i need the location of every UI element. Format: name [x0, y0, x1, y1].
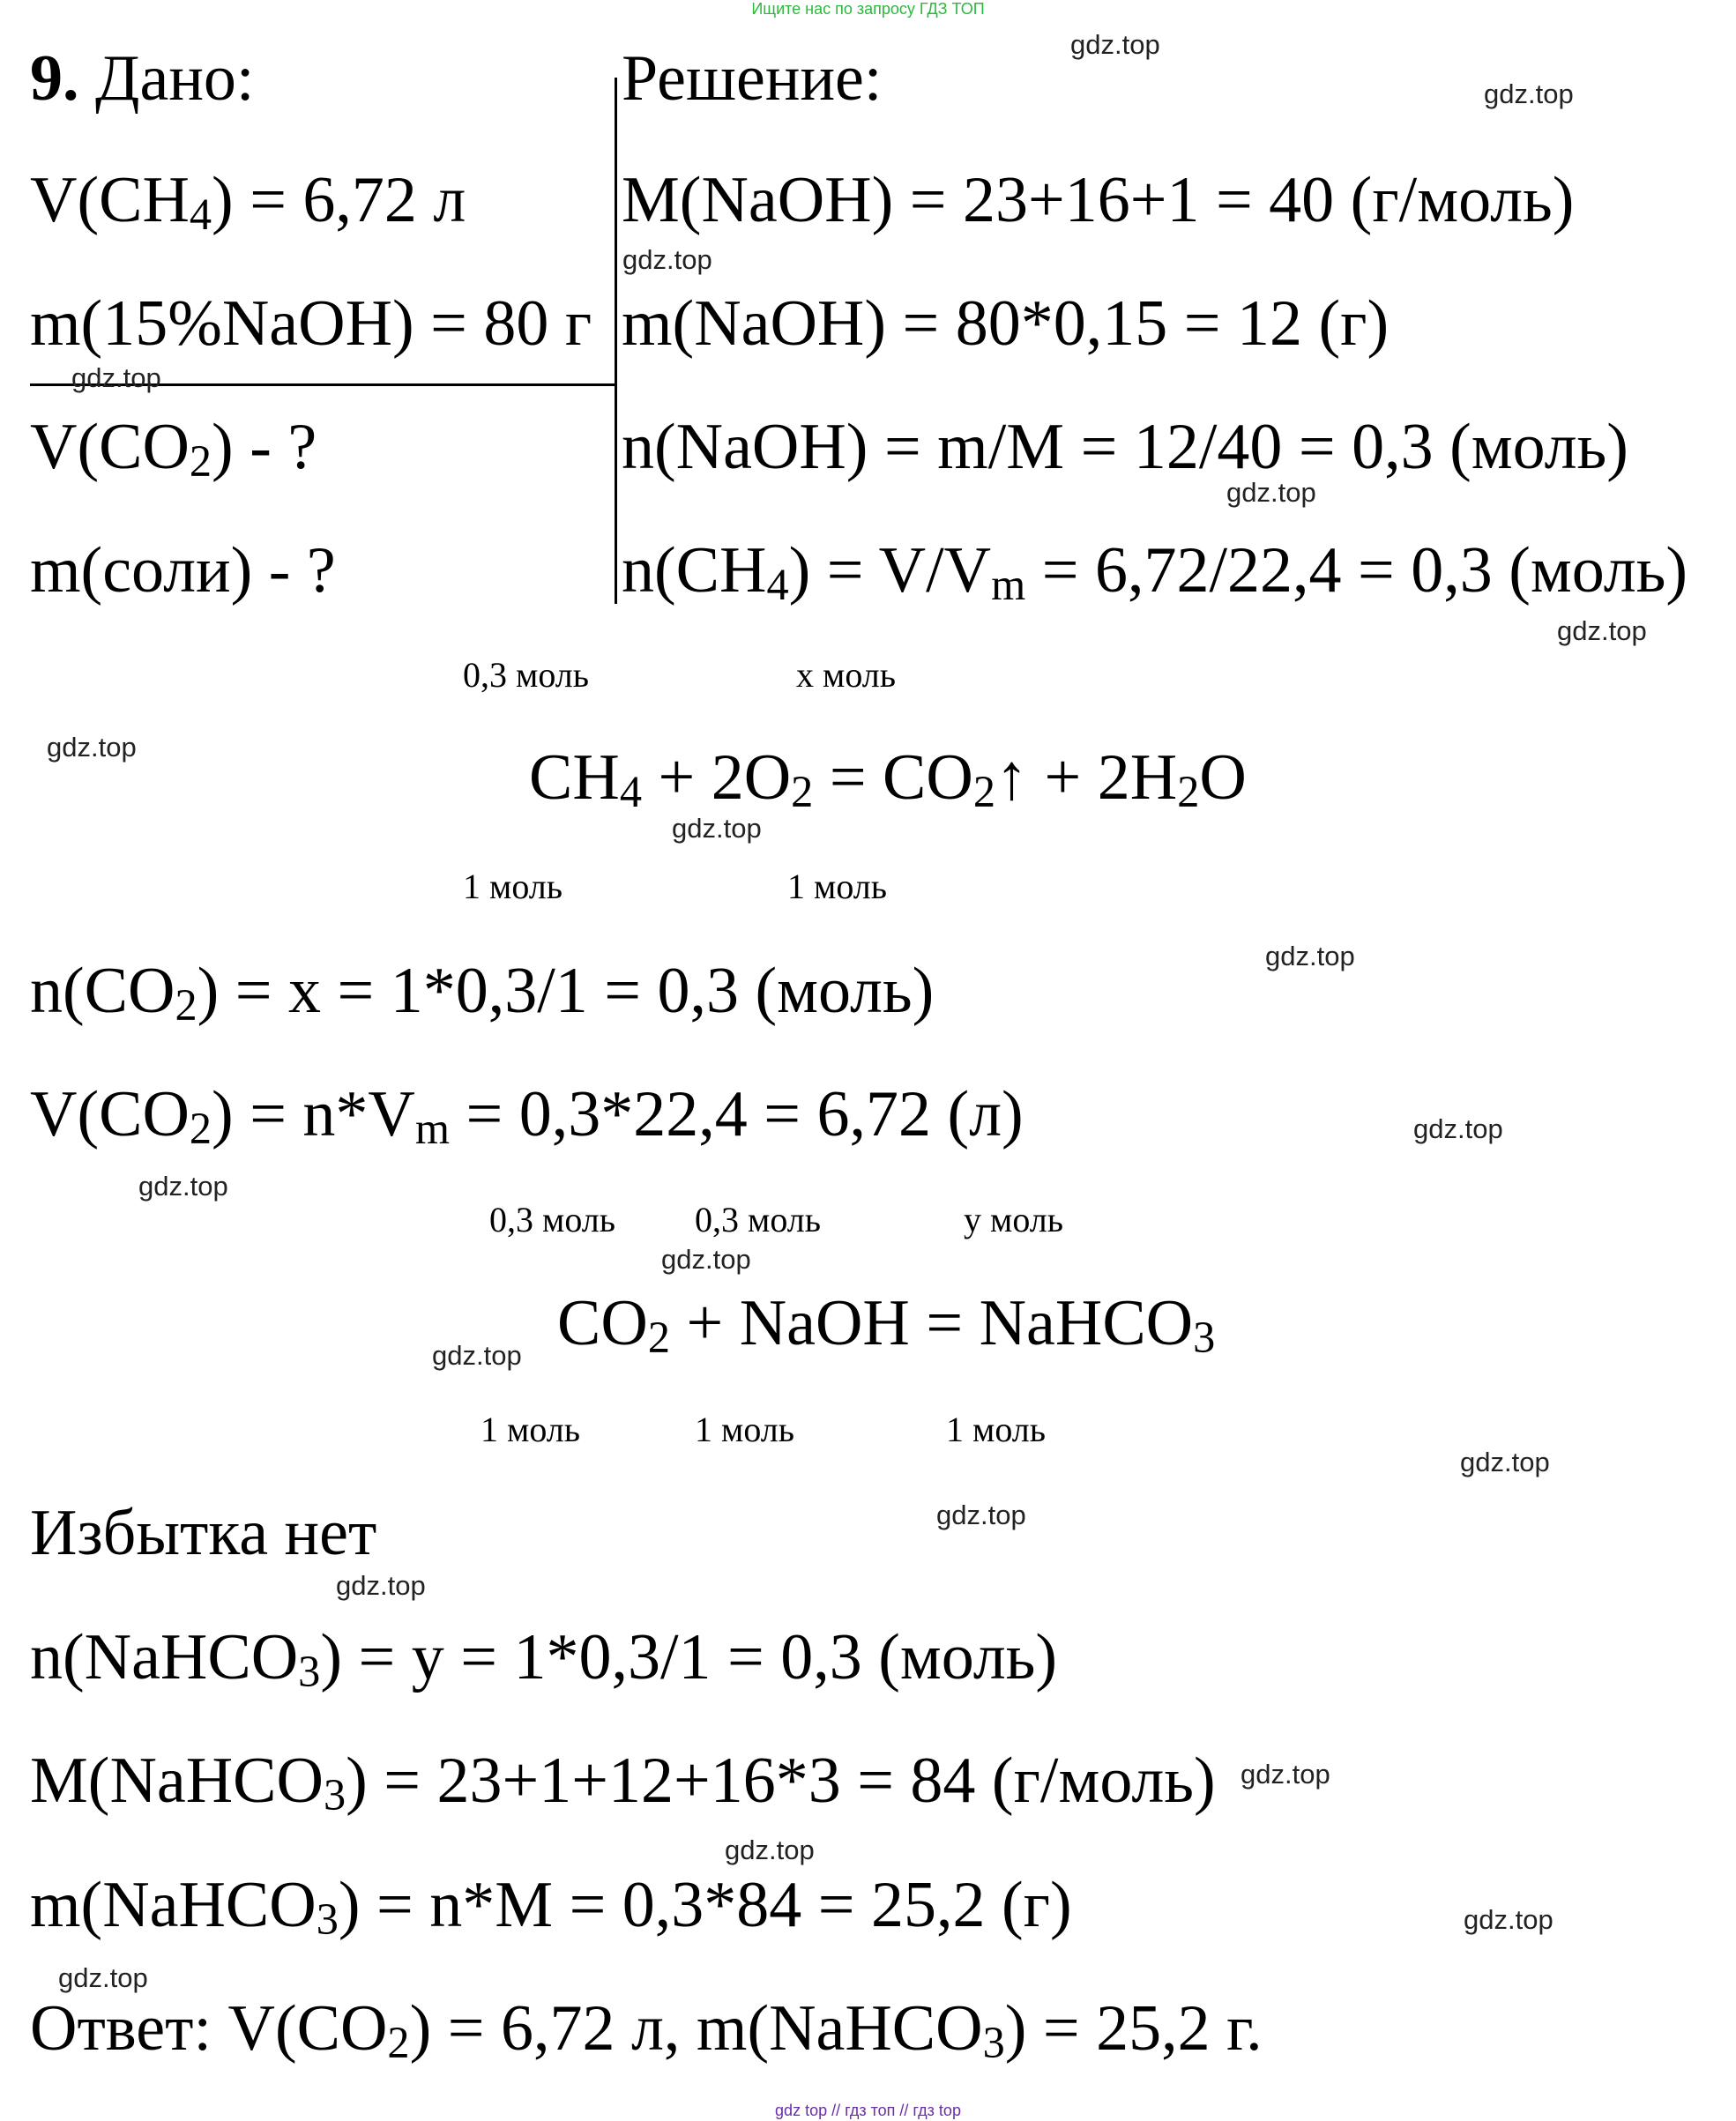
solution-n-ch4: n(CH4) = V/Vm = 6,72/22,4 = 0,3 (моль): [622, 534, 1688, 610]
solution-molar-naoh: M(NaOH) = 23+16+1 = 40 (г/моль): [622, 164, 1575, 236]
reaction2-above-2: 0,3 моль: [695, 1200, 821, 1239]
solution-n-naoh: n(NaOH) = m/M = 12/40 = 0,3 (моль): [622, 411, 1628, 483]
watermark-13: gdz.top: [432, 1340, 522, 1371]
watermark-20: gdz.top: [58, 1962, 148, 1993]
no-excess: Избытка нет: [30, 1497, 377, 1569]
watermark-6: gdz.top: [1557, 615, 1647, 646]
calc-m-nahco3: m(NaHCO3) = n*M = 0,3*84 = 25,2 (г): [30, 1869, 1072, 1945]
reaction2-below-3: 1 моль: [946, 1410, 1046, 1449]
solution-mass-naoh: m(NaOH) = 80*0,15 = 12 (г): [622, 287, 1390, 360]
reaction2-below-2: 1 моль: [695, 1410, 794, 1449]
reaction2-above-1: 0,3 моль: [489, 1200, 615, 1239]
problem-number: 9.: [30, 42, 79, 115]
reaction2-above-3: y моль: [964, 1200, 1063, 1239]
calc-n-nahco3: n(NaHCO3) = y = 1*0,3/1 = 0,3 (моль): [30, 1621, 1058, 1697]
watermark-9: gdz.top: [1265, 941, 1355, 971]
reaction1-below-left: 1 моль: [463, 867, 563, 906]
watermark-7: gdz.top: [47, 732, 137, 763]
given-divider-vertical: [615, 78, 617, 604]
watermark-19: gdz.top: [1464, 1904, 1553, 1935]
reaction2-equation: CO2 + NaOH = NaHCO3: [557, 1287, 1216, 1363]
reaction1-above-left: 0,3 моль: [463, 655, 589, 695]
watermark-15: gdz.top: [936, 1500, 1026, 1530]
reaction2-below-1: 1 моль: [481, 1410, 580, 1449]
calc-n-co2: n(CO2) = x = 1*0,3/1 = 0,3 (моль): [30, 955, 935, 1031]
watermark-12: gdz.top: [661, 1244, 751, 1275]
find-m-salt: m(соли) - ?: [30, 534, 336, 607]
header-note: Ищите нас по запросу ГДЗ ТОП: [751, 0, 985, 18]
reaction1-equation: CH4 + 2O2 = CO2↑ + 2H2O: [529, 741, 1247, 817]
watermark-18: gdz.top: [725, 1834, 815, 1865]
find-v-co2: V(CO2) - ?: [30, 411, 317, 487]
given-v-ch4: V(CH4) = 6,72 л: [30, 164, 466, 240]
calc-molar-nahco3: M(NaHCO3) = 23+1+12+16*3 = 84 (г/моль): [30, 1745, 1216, 1820]
watermark-14: gdz.top: [1460, 1447, 1550, 1477]
watermark-17: gdz.top: [1241, 1759, 1330, 1790]
answer: Ответ: V(CO2) = 6,72 л, m(NaHCO3) = 25,2 г.: [30, 1992, 1263, 2068]
given-title: [30, 42, 255, 115]
footer-note: gdz top // гдз топ // гдз top: [775, 2102, 961, 2119]
given-m-naoh: m(15%NaOH) = 80 г: [30, 287, 592, 360]
watermark-2: gdz.top: [1484, 78, 1574, 109]
reaction1-below-right: 1 моль: [787, 867, 887, 906]
watermark-5: gdz.top: [1226, 477, 1316, 508]
calc-v-co2: V(CO2) = n*Vm = 0,3*22,4 = 6,72 (л): [30, 1078, 1024, 1154]
watermark-16: gdz.top: [336, 1570, 426, 1601]
watermark-10: gdz.top: [1413, 1113, 1503, 1144]
solution-title: Решение:: [622, 42, 883, 115]
reaction1-above-right: x моль: [796, 655, 896, 695]
watermark-11: gdz.top: [138, 1171, 228, 1202]
watermark-4: gdz.top: [71, 362, 161, 393]
given-label: Дано:: [95, 42, 255, 115]
watermark-1: gdz.top: [1070, 29, 1160, 60]
watermark-8: gdz.top: [672, 813, 762, 844]
watermark-3: gdz.top: [622, 244, 712, 275]
